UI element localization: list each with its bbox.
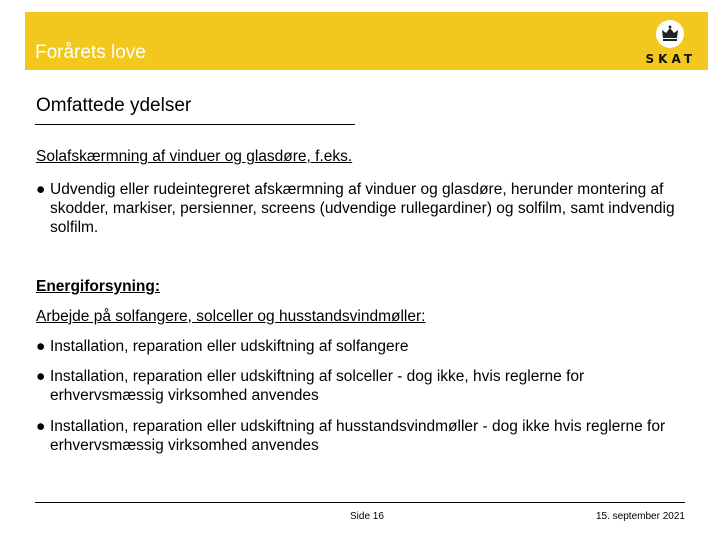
subtitle-divider — [35, 124, 355, 125]
bullet-dot: ● — [36, 368, 46, 385]
section-subheading: Arbejde på solfangere, solceller og husstandsvindmøller: — [36, 308, 426, 325]
bullet-text: Installation, reparation eller udskiftning af husstandsvindmøller - dog ikke hvis reglerne for erhvervsmæssig virksomhed anvendes — [50, 418, 666, 454]
section-heading-solafskaermning: Solafskærmning af vinduer og glasdøre, f.eks. — [36, 148, 353, 165]
section-heading-energiforsyning: Energiforsyning: — [36, 278, 161, 295]
bullet-text: Udvendig eller rudeintegreret afskærmning af vinduer og glasdøre, herunder montering af skodder, markiser, persienner, screens (udvendige rullegardiner) og solfilm, samt indvendig solfilm. — [50, 181, 675, 236]
crown-icon — [656, 20, 684, 48]
bullet-item — [36, 417, 686, 455]
bullet-dot: ● — [36, 338, 46, 355]
bullet-text: Installation, reparation eller udskiftning af solfangere — [50, 338, 409, 355]
bullet-item — [36, 337, 686, 356]
bullet-dot: ● — [36, 181, 46, 198]
bullet-text: Installation, reparation eller udskiftning af solceller - dog ikke, hvis reglerne for erhvervsmæssig virksomhed anvendes — [50, 368, 585, 404]
footer-divider — [35, 502, 685, 503]
page-number: Side 16 — [350, 511, 384, 522]
footer-date: 15. september 2021 — [596, 511, 685, 522]
logo-wordmark: SKAT — [645, 52, 696, 66]
header-banner — [25, 12, 708, 70]
bullet-item — [36, 180, 686, 237]
slide-subtitle: Omfattede ydelser — [36, 95, 192, 116]
slide-title: Forårets love — [35, 42, 146, 63]
skat-logo — [624, 20, 696, 66]
bullet-dot: ● — [36, 418, 46, 435]
bullet-item — [36, 367, 686, 405]
